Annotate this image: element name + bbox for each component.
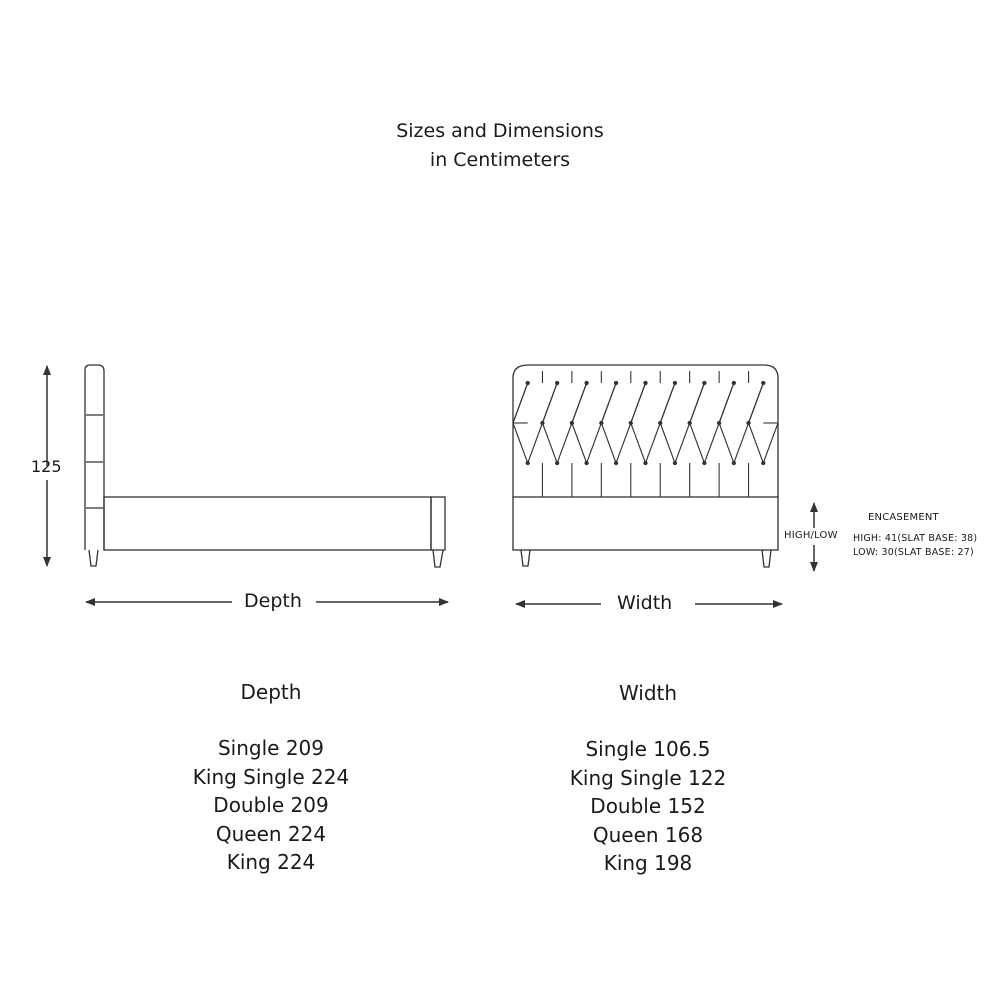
tuft-seam [690,423,705,463]
tuft-seam [601,423,616,463]
tuft-button [732,461,735,464]
side-leg-head [89,550,98,566]
tuft-button [541,421,544,424]
width-row-king-single: King Single 122 [569,765,727,790]
tuft-button [703,381,706,384]
tuft-button [688,421,691,424]
tuft-button [673,461,676,464]
width-dimension-label: Width [617,592,673,614]
tuft-seam [587,423,602,463]
width-table-heading: Width [618,681,678,705]
tuft-seam [513,383,528,423]
tuft-seam [690,383,705,423]
title-line-1: Sizes and Dimensions [396,120,604,142]
tuft-seam [572,383,587,423]
depth-table [170,678,372,877]
tuft-seam [557,423,572,463]
tuft-button [614,381,617,384]
title-line-2: in Centimeters [429,149,571,171]
encasement-low: LOW: 30(SLAT BASE: 27) [853,547,974,558]
tuft-seam [646,423,661,463]
depth-row-single: Single 209 [217,736,324,760]
encasement-heading: ENCASEMENT [868,512,939,523]
tuft-button [570,421,573,424]
front-leg-left [521,550,530,566]
width-row-single: Single 106.5 [585,737,711,761]
height-value-label: 125 [31,457,62,476]
tuft-seam [616,423,631,463]
tuft-button [762,461,765,464]
tuft-button [526,461,529,464]
side-base-rail [104,497,431,550]
tuft-button [629,421,632,424]
tuft-button [556,461,559,464]
bed-side-view [85,365,445,567]
tuft-seam [542,423,557,463]
tuft-seam [631,423,646,463]
encasement-high: HIGH: 41(SLAT BASE: 38) [853,533,978,544]
depth-dimension-label: Depth [244,590,302,612]
front-base [513,497,778,550]
side-foot-end [431,497,445,550]
tuft-seam [660,383,675,423]
tuft-seam [572,423,587,463]
tuft-button [747,421,750,424]
tuft-seam [660,423,675,463]
tuft-seam [749,423,764,463]
tuft-seam [631,383,646,423]
width-row-queen: Queen 168 [592,822,704,847]
tuft-seam [719,423,734,463]
tuft-button [556,381,559,384]
tuft-seam [528,423,543,463]
tuft-seam [763,423,778,463]
tuft-button [659,421,662,424]
tuft-seam [719,383,734,423]
depth-row-king: King 224 [226,850,316,874]
tuft-button [673,381,676,384]
front-tufting-pattern [513,371,778,497]
tuft-button [644,461,647,464]
tuft-seam [734,423,749,463]
tuft-button [600,421,603,424]
tuft-button [585,461,588,464]
tuft-seam [601,383,616,423]
width-row-double: Double 152 [590,794,706,818]
high-low-label: HIGH/LOW [784,530,838,541]
tuft-button [644,381,647,384]
tuft-button [585,381,588,384]
width-row-king: King 198 [603,851,693,875]
side-headboard [85,365,104,550]
front-leg-right [762,550,771,567]
depth-table-heading: Depth [240,680,302,704]
tuft-button [614,461,617,464]
side-leg-foot [433,550,443,567]
tuft-seam [675,423,690,463]
tuft-seam [749,383,764,423]
tuft-button [732,381,735,384]
tuft-seam [704,423,719,463]
depth-row-king-single: King Single 224 [192,764,350,789]
depth-row-double: Double 209 [213,793,329,817]
tuft-button [762,381,765,384]
tuft-seam [542,383,557,423]
tuft-seam [513,423,528,463]
depth-row-queen: Queen 224 [215,821,327,846]
tuft-button [703,461,706,464]
width-table [547,679,749,878]
tuft-button [718,421,721,424]
tuft-button [526,381,529,384]
